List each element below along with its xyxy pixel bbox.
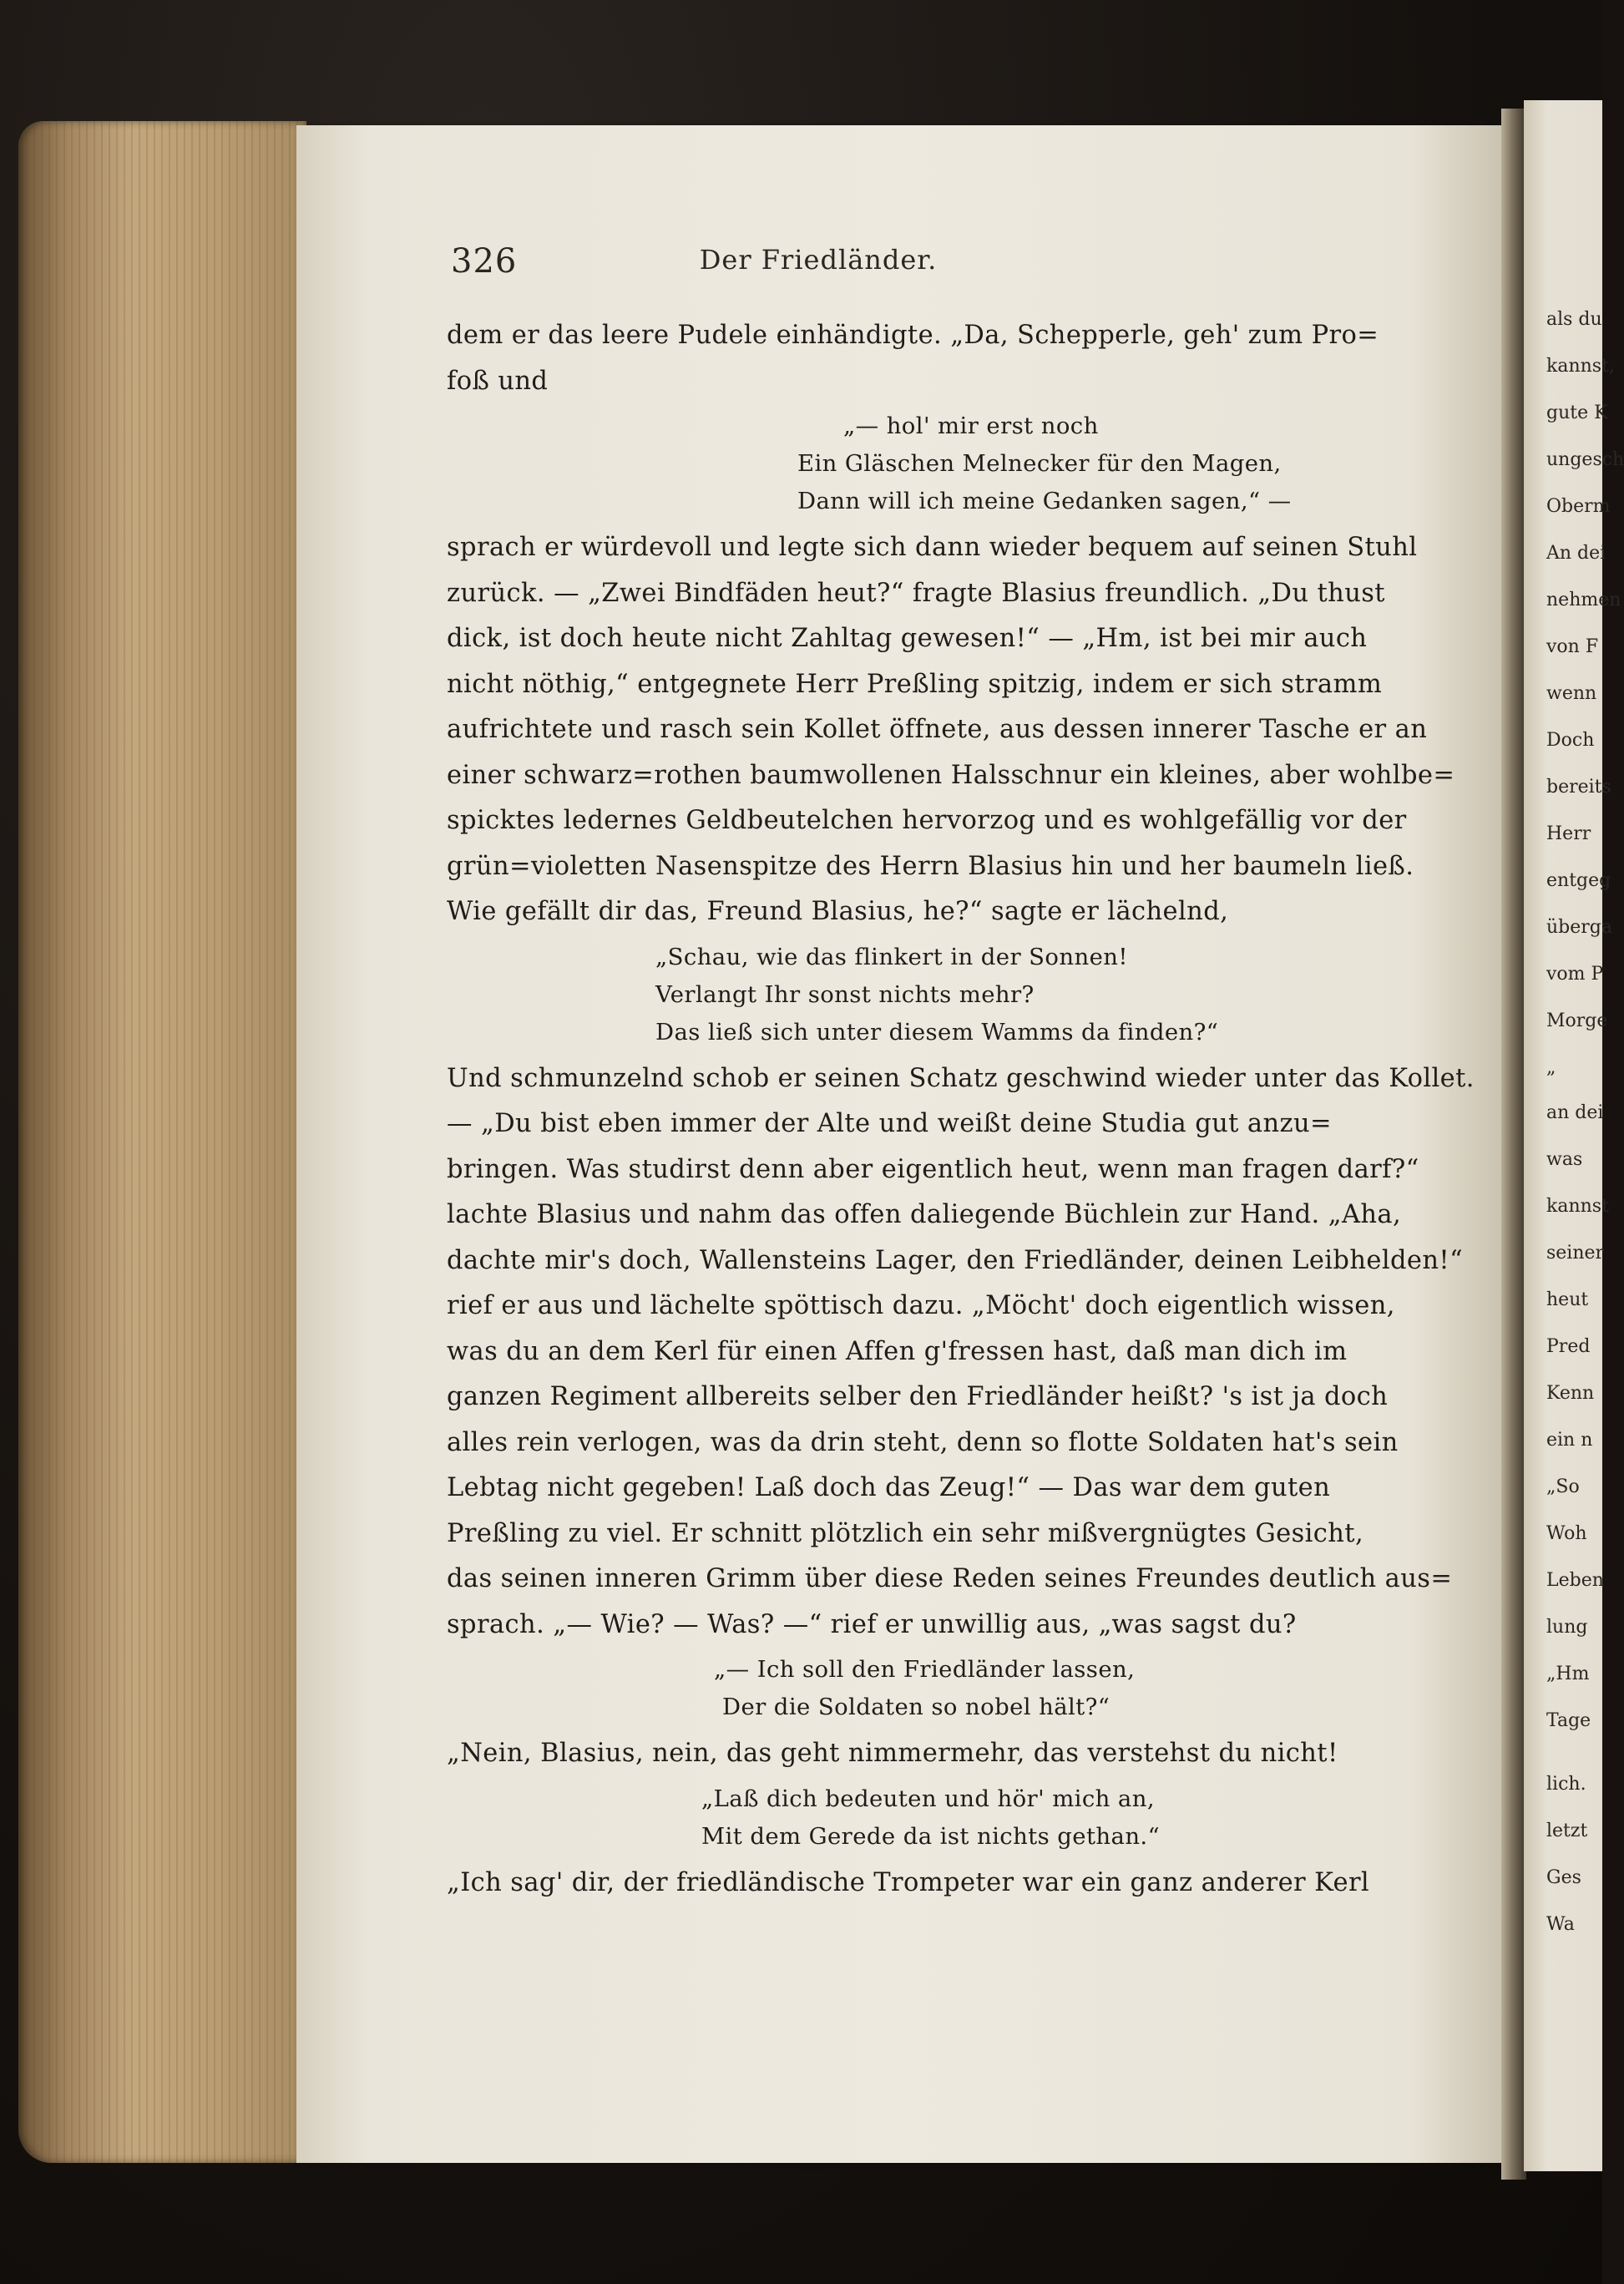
facing-line: nehmen	[1546, 590, 1621, 610]
verse-quote	[447, 1651, 1449, 1726]
facing-line: Oberm	[1546, 496, 1611, 517]
page-header	[451, 242, 1052, 282]
facing-line: lung	[1546, 1617, 1588, 1638]
paragraph	[447, 1731, 1449, 1777]
facing-line: „So	[1546, 1476, 1580, 1497]
facing-line: Wa	[1546, 1914, 1575, 1935]
text-line: was du an dem Kerl für einen Affen g'fressen hast, daß man dich im	[447, 1336, 1348, 1366]
text-line: foß und	[447, 366, 549, 396]
text-line: aufrichtete und rasch sein Kollet öffnete, aus dessen innerer Tasche er an	[447, 715, 1428, 744]
facing-line: Doch	[1546, 730, 1595, 751]
facing-line: Pred	[1546, 1336, 1591, 1357]
verse-line: Mit dem Gerede da ist nichts gethan.“	[701, 1822, 1161, 1850]
text-line: nicht nöthig,“ entgegnete Herr Preßling spitzig, indem er sich stramm	[447, 669, 1383, 699]
verse-line: „Schau, wie das flinkert in der Sonnen!	[655, 943, 1128, 970]
facing-page	[1524, 100, 1624, 2171]
book-gutter	[1501, 109, 1526, 2180]
facing-line: überga	[1546, 917, 1612, 938]
text-line: Wie gefällt dir das, Freund Blasius, he?“ sagte er lächelnd,	[447, 897, 1229, 926]
facing-line: als du	[1546, 309, 1602, 330]
facing-line: vom P	[1546, 964, 1604, 985]
text-line: einer schwarz=rothen baumwollenen Halsschnur ein kleines, aber wohlbe=	[447, 760, 1455, 790]
facing-line: „Hm	[1546, 1664, 1590, 1684]
verse-quote	[447, 939, 1449, 1051]
text-line: Preßling zu viel. Er schnitt plötzlich ein sehr mißvergnügtes Gesicht,	[447, 1518, 1364, 1548]
verse-line: „Laß dich bedeuten und hör' mich an,	[701, 1785, 1155, 1812]
text-line: dachte mir's doch, Wallensteins Lager, den Friedländer, deinen Leibhelden!“	[447, 1245, 1464, 1275]
facing-line: ein n	[1546, 1430, 1593, 1451]
facing-line: an dei	[1546, 1102, 1604, 1123]
facing-line: Tage	[1546, 1710, 1591, 1731]
paragraph	[447, 1056, 1475, 1648]
facing-line: lich.	[1546, 1774, 1586, 1795]
facing-line: heut	[1546, 1289, 1589, 1310]
text-line: alles rein verlogen, was da drin steht, denn so flotte Soldaten hat's sein	[447, 1427, 1399, 1457]
facing-line: An dei	[1546, 543, 1606, 564]
paragraph	[447, 1861, 1449, 1907]
page-body	[447, 313, 1475, 1906]
facing-line: „	[1546, 1057, 1556, 1078]
verse-line: Ein Gläschen Melnecker für den Magen,	[797, 450, 1282, 477]
verse-line: Verlangt Ihr sonst nichts mehr?	[655, 980, 1035, 1008]
paragraph	[447, 525, 1455, 935]
facing-line: Leben	[1546, 1570, 1604, 1591]
facing-line: entgeg	[1546, 870, 1611, 891]
facing-line: Woh	[1546, 1523, 1587, 1544]
verse-line: Dann will ich meine Gedanken sagen,“ —	[797, 488, 1292, 514]
running-head: Der Friedländer.	[699, 244, 938, 276]
facing-line: gute K	[1546, 403, 1608, 423]
facing-line: was	[1546, 1149, 1583, 1170]
verse-quote	[447, 408, 1449, 520]
text-line: dick, ist doch heute nicht Zahltag gewesen!“ — „Hm, ist bei mir auch	[447, 624, 1368, 653]
facing-line: seiner	[1546, 1243, 1605, 1264]
verse-quote	[447, 1780, 1449, 1856]
facing-line: Herr	[1546, 823, 1591, 844]
verse-line: „— hol' mir erst noch	[843, 413, 1099, 439]
facing-line: ungesch	[1546, 449, 1624, 470]
book-page-edges	[18, 121, 306, 2163]
text-line: dem er das leere Pudele einhändigte. „Da, Schepperle, geh' zum Pro=	[447, 321, 1379, 350]
paragraph	[447, 313, 1449, 404]
facing-line: Kenn	[1546, 1383, 1595, 1404]
facing-line: Ges	[1546, 1867, 1581, 1888]
text-line: — „Du bist eben immer der Alte und weißt deine Studia gut anzu=	[447, 1109, 1333, 1138]
text-line: „Ich sag' dir, der friedländische Trompeter war ein ganz anderer Kerl	[447, 1867, 1370, 1897]
facing-line: bereits	[1546, 777, 1611, 798]
facing-line: kannst,	[1546, 356, 1615, 377]
verse-line: „— Ich soll den Friedländer lassen,	[714, 1656, 1136, 1683]
text-line: lachte Blasius und nahm das offen daliegende Büchlein zur Hand. „Aha,	[447, 1200, 1402, 1229]
text-line: sprach er würdevoll und legte sich dann wieder bequem auf seinen Stuhl	[447, 533, 1418, 562]
text-line: „Nein, Blasius, nein, das geht nimmermehr, das verstehst du nicht!	[447, 1739, 1338, 1768]
text-line: Lebtag nicht gegeben! Laß doch das Zeug!“ — Das war dem guten	[447, 1473, 1331, 1502]
verse-line: Der die Soldaten so nobel hält?“	[722, 1694, 1110, 1720]
facing-line: kannst	[1546, 1196, 1609, 1217]
facing-line: wenn	[1546, 683, 1597, 704]
verse-line: Das ließ sich unter diesem Wamms da finden?“	[655, 1018, 1219, 1046]
text-line: ganzen Regiment allbereits selber den Friedländer heißt? 's ist ja doch	[447, 1382, 1389, 1411]
text-line: das seinen inneren Grimm über diese Reden seines Freundes deutlich aus=	[447, 1564, 1453, 1593]
text-line: grün=violetten Nasenspitze des Herrn Blasius hin und her baumeln ließ.	[447, 851, 1414, 881]
text-line: bringen. Was studirst denn aber eigentlich heut, wenn man fragen darf?“	[447, 1154, 1419, 1184]
facing-line: von F	[1546, 636, 1599, 657]
text-line: Und schmunzelnd schob er seinen Schatz geschwind wieder unter das Kollet.	[447, 1063, 1475, 1093]
facing-line: letzt	[1546, 1821, 1588, 1841]
text-line: sprach. „— Wie? — Was? —“ rief er unwillig aus, „was sagst du?	[447, 1609, 1297, 1639]
page-number: 326	[451, 242, 518, 281]
facing-line: Morge	[1546, 1010, 1608, 1031]
text-line: rief er aus und lächelte spöttisch dazu. „Möcht' doch eigentlich wissen,	[447, 1291, 1395, 1320]
text-line: zurück. — „Zwei Bindfäden heut?“ fragte Blasius freundlich. „Du thust	[447, 578, 1385, 608]
text-line: spicktes ledernes Geldbeutelchen hervorzog und es wohlgefällig vor der	[447, 806, 1407, 835]
